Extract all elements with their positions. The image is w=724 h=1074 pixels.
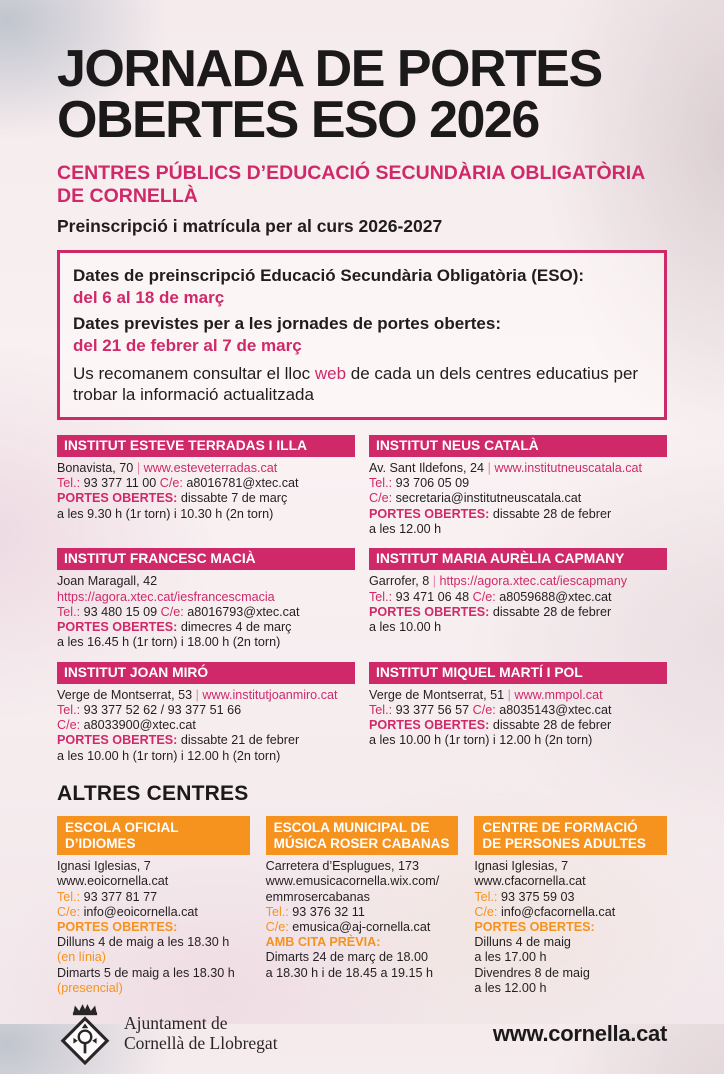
cornella-website-link[interactable]: www.cornella.cat <box>492 1020 667 1046</box>
info-line <box>369 620 667 635</box>
website-link[interactable]: www.institutneuscatala.cat <box>494 460 643 475</box>
info-line <box>57 635 355 650</box>
info-line <box>266 859 459 874</box>
center-details <box>266 855 459 981</box>
ajuntament-label-line1: Ajuntament de <box>124 1013 228 1034</box>
field-text: | <box>432 574 440 589</box>
info-line <box>57 620 355 635</box>
field-label: Tel.: <box>369 476 396 491</box>
institute-name: INSTITUT MIQUEL MARTÍ I POL <box>369 662 667 684</box>
poster-subtitle <box>57 162 667 207</box>
info-line <box>474 874 667 889</box>
info-line <box>369 476 667 491</box>
info-line <box>369 688 667 703</box>
field-label: (presencial) <box>57 980 123 995</box>
info-line <box>369 461 667 476</box>
note-text-post: de cada un dels centres educatius per trobar la informació actualitzada <box>73 363 639 405</box>
institute-card <box>57 662 355 764</box>
info-line <box>369 718 667 733</box>
institute-details <box>57 570 355 650</box>
info-line <box>266 950 459 965</box>
info-line <box>57 981 250 996</box>
field-text: Dimarts 5 de maig a les 18.30 h <box>57 965 235 980</box>
field-text: a les 12.00 h <box>474 980 547 995</box>
altres-centres-heading: ALTRES CENTRES <box>57 782 249 806</box>
website-link[interactable]: https://agora.xtec.cat/iescapmany <box>439 574 628 589</box>
field-label: PORTES OBERTES: <box>57 733 181 748</box>
note-text-pre: Us recomanem consultar el lloc <box>73 363 315 383</box>
field-text: info@eoicornella.cat <box>83 904 198 919</box>
info-line <box>474 905 667 920</box>
website-link[interactable]: www.institutjoanmiro.cat <box>202 687 338 702</box>
field-text: 93 480 15 09 <box>83 604 161 619</box>
field-label: C/e: <box>472 589 500 604</box>
field-text: Dilluns 4 de maig <box>474 935 571 950</box>
center-details <box>57 855 250 996</box>
info-line <box>57 890 250 905</box>
field-label: Tel.: <box>57 604 84 619</box>
website-link[interactable]: www.mmpol.cat <box>514 687 603 702</box>
web-recommendation-note <box>73 363 651 407</box>
field-text: dissabte 7 de març <box>180 491 288 506</box>
info-line <box>266 905 459 920</box>
field-text: 93 471 06 48 <box>395 589 473 604</box>
website-link[interactable]: https://agora.xtec.cat/iesfrancescmacia <box>57 589 275 604</box>
field-label: PORTES OBERTES: <box>474 919 595 934</box>
field-text: a les 10.00 h (1r torn) i 12.00 h (2n torn) <box>369 733 593 748</box>
info-line <box>369 703 667 718</box>
institute-details <box>369 457 667 537</box>
dates-info-box <box>57 250 667 420</box>
info-line <box>57 590 355 605</box>
institute-details <box>369 684 667 749</box>
field-label: C/e: <box>159 476 187 491</box>
field-text: 93 377 56 57 <box>395 702 473 717</box>
field-label: (en línia) <box>57 950 106 965</box>
field-text: Divendres 8 de maig <box>474 965 590 980</box>
institute-details <box>57 457 355 522</box>
field-label: C/e: <box>369 491 396 506</box>
info-line <box>57 874 250 889</box>
website-link[interactable]: www.esteveterradas.cat <box>143 460 278 475</box>
info-line <box>266 874 459 889</box>
institute-card <box>57 435 355 537</box>
info-line <box>369 491 667 506</box>
institutes-grid <box>57 435 667 764</box>
info-line <box>474 920 667 935</box>
field-text: emmrosercabanas <box>265 889 370 904</box>
field-text: Ignasi Iglesias, 7 <box>474 859 569 874</box>
center-name: ESCOLA OFICIAL D’IDIOMES <box>57 816 250 855</box>
info-line <box>57 574 355 589</box>
preinscripcio-dates-value: del 6 al 18 de març <box>73 288 225 308</box>
field-text: www.eoicornella.cat <box>57 874 169 889</box>
info-line <box>57 859 250 874</box>
field-text: 93 377 81 77 <box>83 889 158 904</box>
field-text: Bonavista, 70 <box>57 460 137 475</box>
poster-title-line2: OBERTES ESO 2026 <box>57 91 539 150</box>
field-label: PORTES OBERTES: <box>369 506 493 521</box>
info-line <box>369 590 667 605</box>
field-label: C/e: <box>160 604 188 619</box>
field-text: a les 12.00 h <box>369 522 442 537</box>
info-line <box>474 966 667 981</box>
field-label: AMB CITA PRÈVIA: <box>265 935 381 950</box>
field-label: Tel.: <box>57 889 84 904</box>
info-line <box>369 507 667 522</box>
info-line <box>57 920 250 935</box>
field-text: www.emusicacornella.wix.com/ <box>265 874 440 889</box>
institute-card <box>369 548 667 650</box>
info-line <box>57 461 355 476</box>
info-line <box>57 950 250 965</box>
field-text: Garrofer, 8 <box>369 574 433 589</box>
info-line <box>57 935 250 950</box>
field-text: Carretera d’Esplugues, 173 <box>265 859 419 874</box>
info-line <box>57 718 355 733</box>
poster-tagline: Preinscripció i matrícula per al curs 2026-2027 <box>57 216 443 237</box>
field-text: Dimarts 24 de març de 18.00 <box>265 950 429 965</box>
field-text: a8035143@xtec.cat <box>499 702 612 717</box>
ajuntament-label <box>124 1014 278 1053</box>
field-text: a8059688@xtec.cat <box>499 589 612 604</box>
institute-name: INSTITUT JOAN MIRÓ <box>57 662 355 684</box>
field-label: C/e: <box>57 718 84 733</box>
field-text: a8016793@xtec.cat <box>187 604 300 619</box>
field-label: C/e: <box>472 702 500 717</box>
institute-name: INSTITUT MARIA AURÈLIA CAPMANY <box>369 548 667 570</box>
field-text: 93 377 11 00 <box>83 476 160 491</box>
institute-details <box>57 684 355 764</box>
ajuntament-brand <box>57 1002 278 1066</box>
field-text: a 18.30 h i de 18.45 a 19.15 h <box>265 965 434 980</box>
portes-obertes-dates-value: del 21 de febrer al 7 de març <box>73 336 302 356</box>
center-name: CENTRE DE FORMACIÓ DE PERSONES ADULTES <box>474 816 667 855</box>
poster-title <box>57 40 667 150</box>
info-line <box>57 966 250 981</box>
info-line <box>57 507 355 522</box>
field-label: Tel.: <box>265 904 293 919</box>
poster-subtitle-line2: DE CORNELLÀ <box>57 184 198 207</box>
info-line <box>369 522 667 537</box>
field-text: Verge de Montserrat, 53 <box>57 687 196 702</box>
info-line <box>369 733 667 748</box>
info-line <box>57 905 250 920</box>
center-card <box>474 816 667 996</box>
field-label: C/e: <box>57 904 84 919</box>
field-text: | <box>507 687 515 702</box>
field-label: PORTES OBERTES: <box>369 718 493 733</box>
field-label: C/e: <box>474 904 501 919</box>
field-label: Tel.: <box>57 476 84 491</box>
institute-name: INSTITUT NEUS CATALÀ <box>369 435 667 457</box>
field-text: secretaria@institutneuscatala.cat <box>395 491 582 506</box>
field-text: Joan Maragall, 42 <box>57 574 158 589</box>
field-text: info@cfacornella.cat <box>500 904 616 919</box>
field-label: PORTES OBERTES: <box>57 491 181 506</box>
field-text: | <box>195 687 203 702</box>
web-link[interactable]: web <box>314 363 347 383</box>
info-line <box>474 890 667 905</box>
institute-details <box>369 570 667 635</box>
field-label: Tel.: <box>369 589 396 604</box>
institute-card <box>369 435 667 537</box>
field-text: 93 706 05 09 <box>395 476 470 491</box>
institute-card <box>57 548 355 650</box>
altres-centres-grid <box>57 816 667 996</box>
info-line <box>474 950 667 965</box>
field-text: 93 375 59 03 <box>500 889 575 904</box>
field-text: Ignasi Iglesias, 7 <box>57 859 151 874</box>
footer <box>57 996 667 1074</box>
info-line <box>57 733 355 748</box>
field-text: a les 10.00 h <box>369 620 442 635</box>
info-line <box>57 605 355 620</box>
info-line <box>369 574 667 589</box>
field-text: dissabte 28 de febrer <box>492 604 612 619</box>
poster-title-line1: JORNADA DE PORTES <box>57 40 602 98</box>
field-text: www.cfacornella.cat <box>474 874 586 889</box>
field-label: Tel.: <box>369 702 396 717</box>
poster-subtitle-line1: CENTRES PÚBLICS D’EDUCACIÓ SECUNDÀRIA OBLIGATÒRIA <box>57 161 646 184</box>
portes-obertes-dates-label: Dates previstes per a les jornades de portes obertes: <box>73 314 502 334</box>
center-card <box>266 816 459 996</box>
preinscripcio-dates-label: Dates de preinscripció Educació Secundària Obligatòria (ESO): <box>73 266 585 286</box>
field-label: Tel.: <box>474 889 501 904</box>
center-card <box>57 816 250 996</box>
info-line <box>474 981 667 996</box>
field-text: a les 17.00 h <box>474 950 547 965</box>
field-label: C/e: <box>265 919 293 934</box>
field-text: dissabte 28 de febrer <box>492 506 612 521</box>
institute-name: INSTITUT FRANCESC MACIÀ <box>57 548 355 570</box>
field-text: dissabte 21 de febrer <box>180 733 300 748</box>
info-line <box>474 859 667 874</box>
field-text: | <box>136 460 144 475</box>
info-line <box>57 491 355 506</box>
info-line <box>266 890 459 905</box>
field-text: Verge de Montserrat, 51 <box>369 687 508 702</box>
info-line <box>474 935 667 950</box>
field-text: Av. Sant Ildefons, 24 <box>369 460 488 475</box>
field-text: a8033900@xtec.cat <box>83 718 196 733</box>
ajuntament-label-line2: Cornellà de Llobregat <box>124 1032 278 1053</box>
field-text: 93 376 32 11 <box>292 904 365 919</box>
info-line <box>369 605 667 620</box>
info-line <box>266 935 459 950</box>
field-text: dissabte 28 de febrer <box>492 718 612 733</box>
info-line <box>266 966 459 981</box>
field-text: a les 9.30 h (1r torn) i 10.30 h (2n torn) <box>57 506 274 521</box>
field-label: Tel.: <box>57 702 84 717</box>
field-text: a les 10.00 h (1r torn) i 12.00 h (2n torn) <box>57 748 281 763</box>
info-line <box>57 476 355 491</box>
field-text: | <box>487 460 495 475</box>
field-text: Dilluns 4 de maig a les 18.30 h <box>57 935 230 950</box>
field-text: emusica@aj-cornella.cat <box>292 919 431 934</box>
field-label: PORTES OBERTES: <box>57 919 178 934</box>
institute-card <box>369 662 667 764</box>
info-line <box>57 703 355 718</box>
center-details <box>474 855 667 996</box>
info-line <box>266 920 459 935</box>
info-line <box>57 749 355 764</box>
field-label: PORTES OBERTES: <box>57 620 181 635</box>
field-text: a8016781@xtec.cat <box>186 476 299 491</box>
field-label: PORTES OBERTES: <box>369 604 493 619</box>
cornella-coat-of-arms-icon <box>57 1002 113 1066</box>
field-text: 93 377 52 62 / 93 377 51 66 <box>83 702 242 717</box>
info-line <box>57 688 355 703</box>
field-text: a les 16.45 h (1r torn) i 18.00 h (2n torn) <box>57 635 281 650</box>
institute-name: INSTITUT ESTEVE TERRADAS I ILLA <box>57 435 355 457</box>
field-text: dimecres 4 de març <box>180 620 292 635</box>
center-name: ESCOLA MUNICIPAL DE MÚSICA ROSER CABANAS <box>266 816 459 855</box>
